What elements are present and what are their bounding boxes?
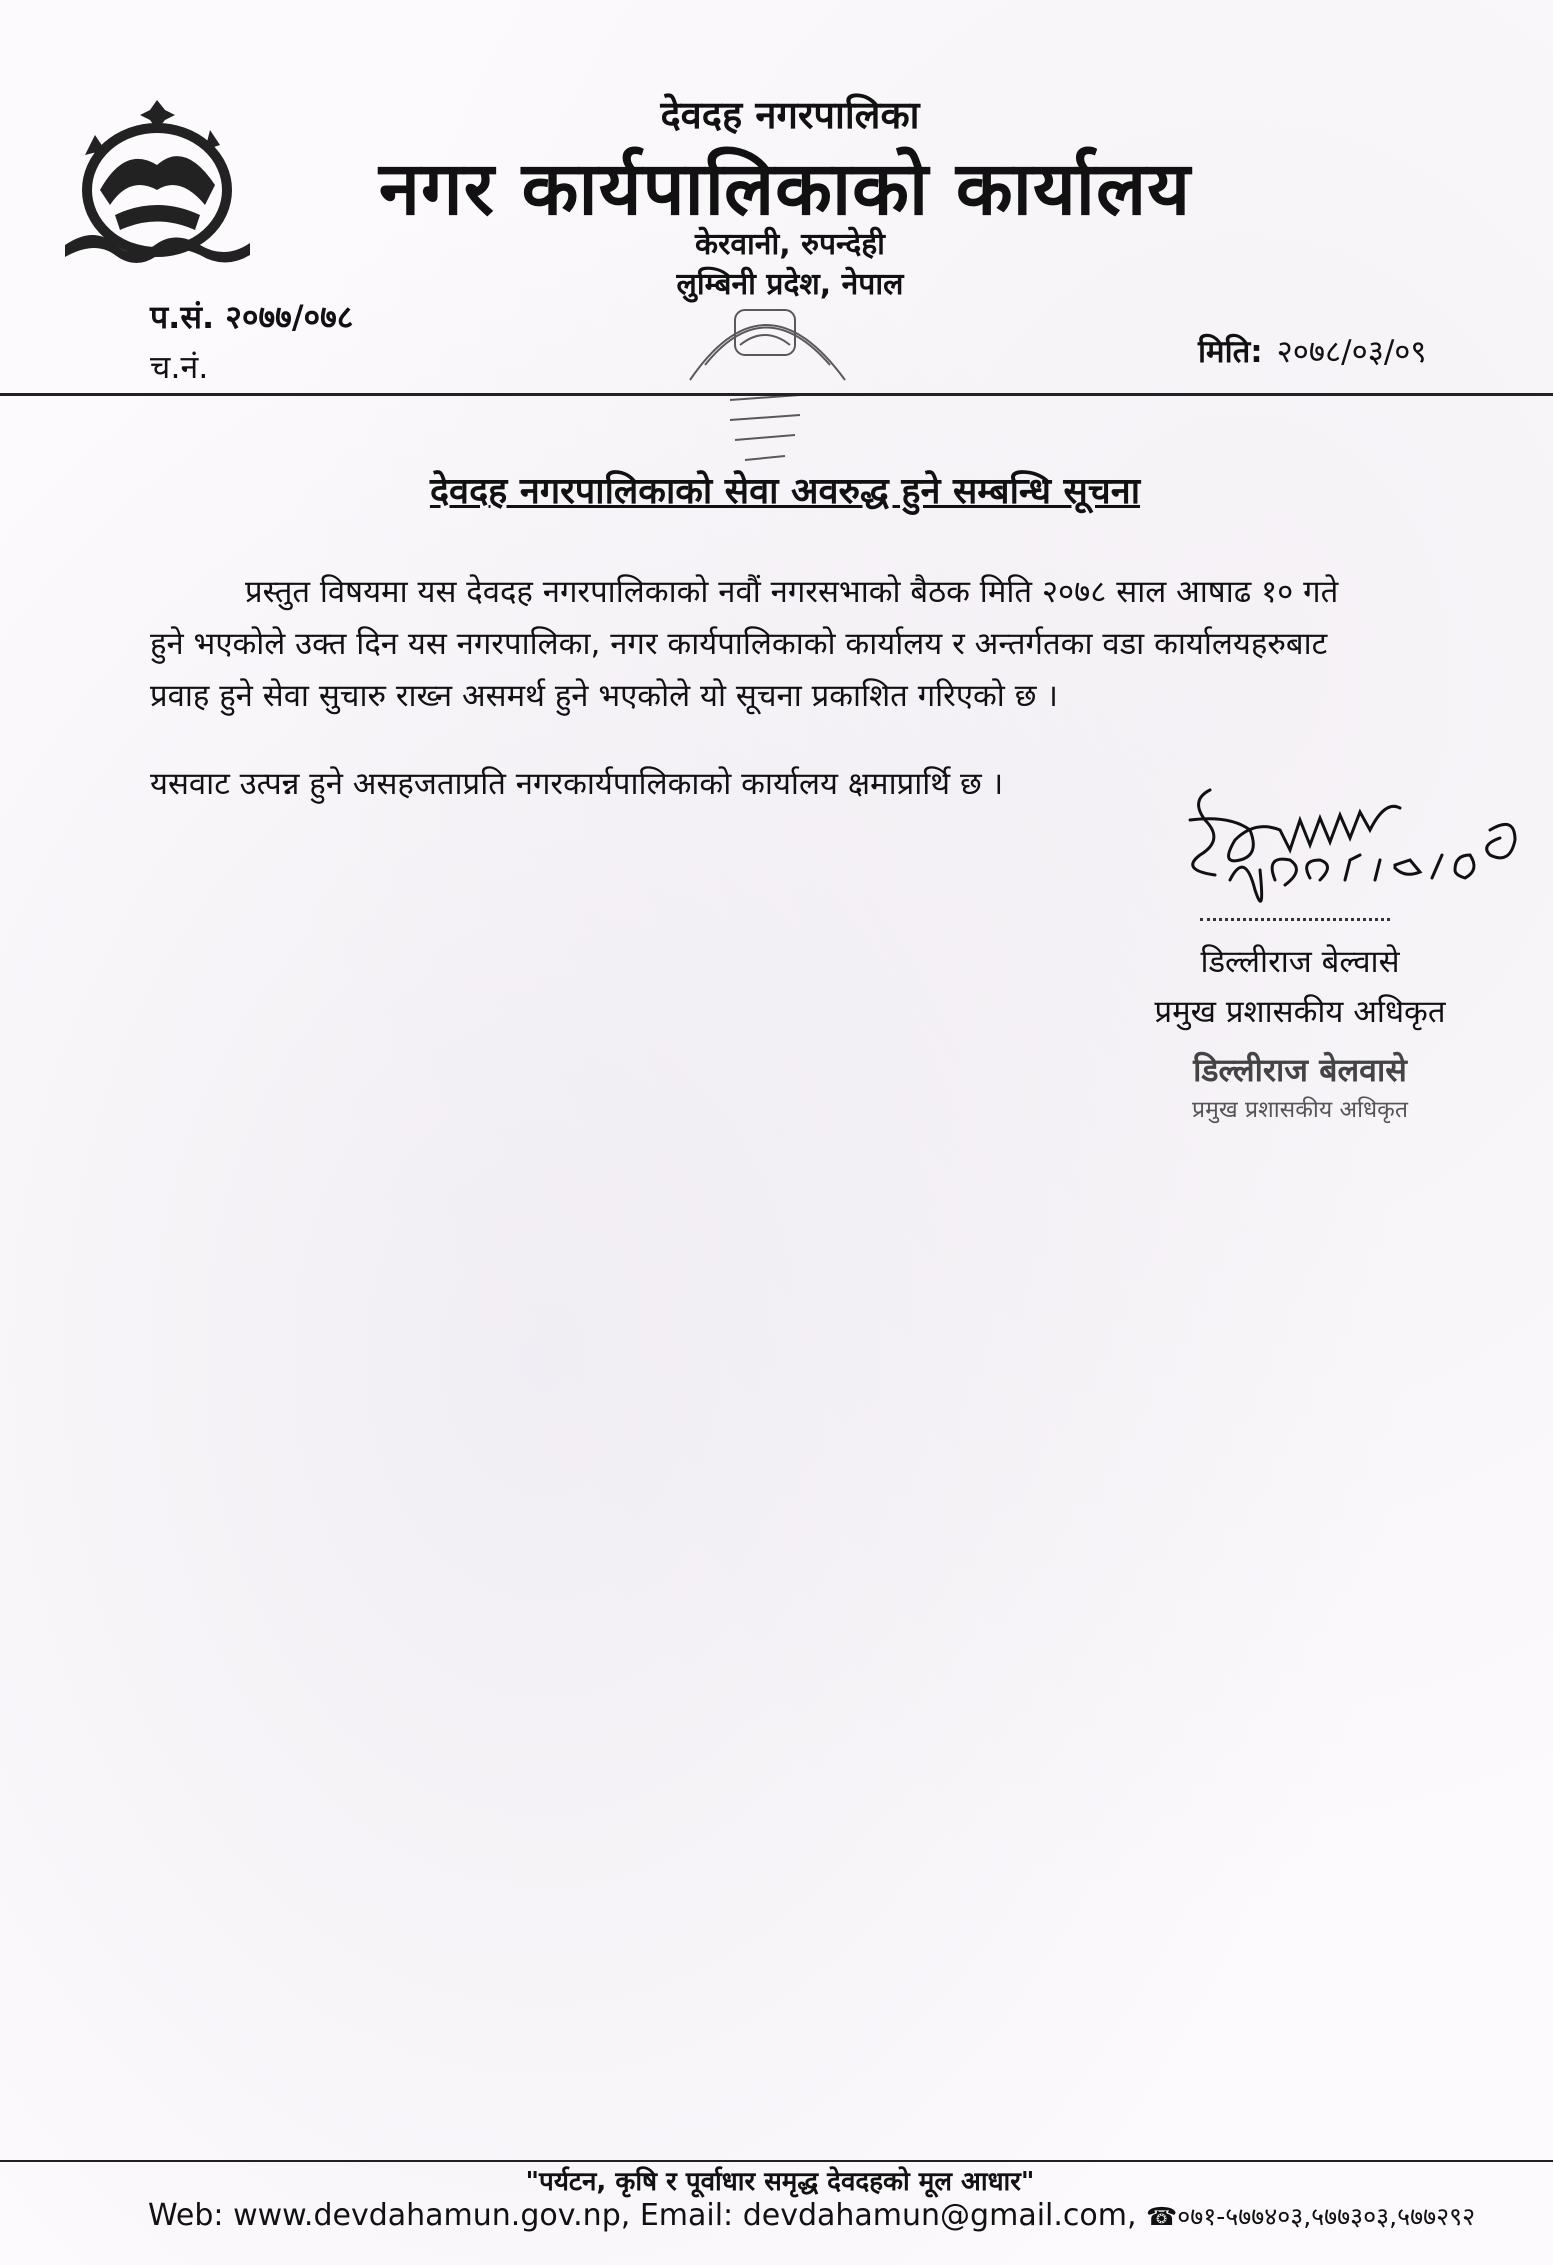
body-line-2: हुने भएकोले उक्त दिन यस नगरपालिका, नगर कार्यपालिकाको कार्यालय र अन्तर्गतका वडा कार्यालयहरुबाट (150, 626, 1328, 662)
date-label: मिति: (1198, 334, 1263, 370)
signatory-name: डिल्लीराज बेल्वासे (1200, 944, 1400, 980)
email-label: Email: (639, 2198, 734, 2233)
dispatch-number: च.नं. (150, 348, 209, 386)
reference-number: प.सं. २०७७/०७८ (150, 298, 354, 336)
body-line-1: प्रस्तुत विषयमा यस देवदह नगरपालिकाको नवौं नगरसभाको बैठक मिति २०७८ साल आषाढ १० गते (245, 574, 1339, 610)
name-stamp-title: प्रमुख प्रशासकीय अधिकृत (1192, 1097, 1408, 1123)
body-line-3: प्रवाह हुने सेवा सुचारु राख्न असमर्थ हुने भएकोले यो सूचना प्रकाशित गरिएको छ । (150, 678, 1059, 714)
nepal-emblem-icon (55, 95, 260, 270)
municipality-name: देवदह नगरपालिका (660, 93, 920, 137)
body-line-4: यसवाट उत्पन्न हुने असहजताप्रति नगरकार्यपालिकाको कार्यालय क्षमाप्रार्थि छ । (150, 766, 1004, 802)
header-divider (0, 393, 1553, 396)
address-line-2: लुम्बिनी प्रदेश, नेपाल (676, 267, 904, 302)
date-value: २०७८/०३/०९ (1276, 334, 1427, 370)
handwritten-signature-icon (1170, 760, 1530, 925)
footer-motto: "पर्यटन, कृषि र पूर्वाधार समृद्ध देवदहको मूल आधार" (525, 2167, 1035, 2197)
phone-icon: ☎ (1146, 2202, 1178, 2231)
notice-subject: देवदह नगरपालिकाको सेवा अवरुद्ध हुने सम्बन्धि सूचना (429, 471, 1141, 512)
web-label: Web: (148, 2198, 224, 2233)
footer-contact (148, 2198, 1475, 2233)
web-link[interactable]: www.devdahamun.gov.np, (233, 2198, 631, 2233)
address-line-1: केरवानी, रुपन्देही (695, 227, 885, 262)
email-link[interactable]: devdahamun@gmail.com, (742, 2198, 1137, 2233)
office-title: नगर कार्यपालिकाको कार्यालय (378, 146, 1192, 232)
signatory-title: प्रमुख प्रशासकीय अधिकृत (1154, 994, 1446, 1030)
signature-line (1200, 918, 1390, 921)
name-stamp: डिल्लीराज बेलवासे (1193, 1051, 1407, 1089)
phone-numbers: ०७१-५७७४०३,५७७३०३,५७७२९२ (1177, 2202, 1476, 2231)
office-stamp-icon (650, 270, 880, 490)
date (1198, 330, 1427, 372)
